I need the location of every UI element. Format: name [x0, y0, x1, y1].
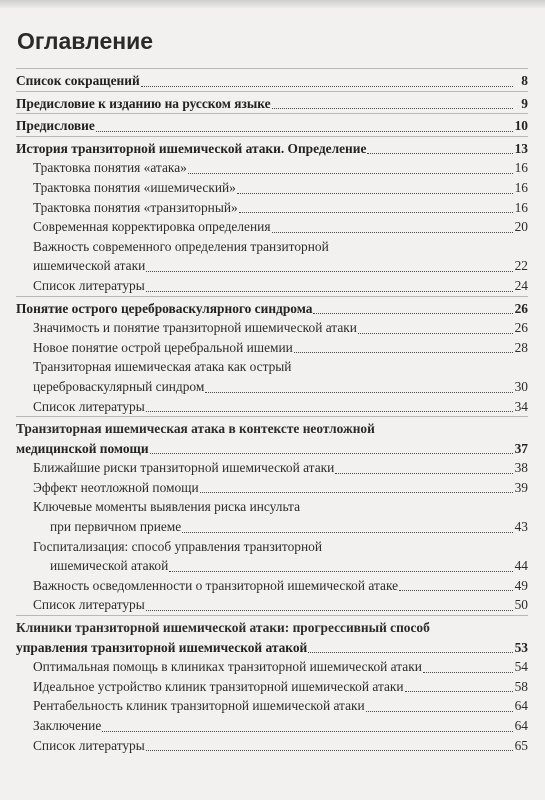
toc-entry-preface-ru[interactable]: Предисловие к изданию на русском языке 9 [16, 95, 528, 111]
toc-subentry-multiline[interactable]: Транзиторная ишемическая атака как острый цереброваскулярный синдром 30 [33, 359, 528, 394]
toc-subentry[interactable]: Эффект неотложной помощи 39 [33, 479, 528, 495]
page-title: Оглавление [17, 28, 154, 54]
toc-subentry[interactable]: Ближайшие риски транзиторной ишемической атаки 38 [33, 460, 528, 476]
toc-subentry[interactable]: Список литературы 24 [33, 277, 528, 293]
toc-subentry[interactable]: Трактовка понятия «транзиторный» 16 [33, 199, 528, 215]
toc-chapter-2 [16, 296, 528, 417]
toc-subentry-multiline[interactable]: Важность современного определения транзиторной ишемической атаки 22 [33, 238, 528, 274]
toc-subentry[interactable]: Трактовка понятия «ишемический» 16 [33, 179, 528, 195]
toc-subentry[interactable]: Рентабельность клиник транзиторной ишемической атаки 64 [33, 698, 528, 714]
toc-page [16, 28, 528, 755]
toc-entry-chapter-3[interactable]: Транзиторная ишемическая атака в контексте неотложной медицинской помощи 37 [16, 421, 528, 456]
toc-subentry[interactable]: Значимость и понятие транзиторной ишемической атаки 26 [33, 320, 528, 336]
toc-entry-chapter-4[interactable]: Клиники транзиторной ишемической атаки: прогрессивный способ управления транзиторной ишемической атакой 53 [16, 620, 528, 655]
toc-subentry[interactable]: Список литературы 65 [33, 737, 528, 753]
toc-subentry-multiline[interactable]: Госпитализация: способ управления транзиторной ишемической атакой 44 [33, 538, 528, 574]
toc-subentry[interactable]: Список литературы 50 [33, 597, 528, 613]
toc-chapter-4 [16, 615, 528, 755]
top-edge-strip [0, 0, 545, 8]
toc-subentry[interactable]: Заключение 64 [33, 718, 528, 733]
toc-subentry[interactable]: Трактовка понятия «атака» 16 [33, 160, 528, 176]
toc-entry-preface[interactable]: Предисловие 10 [16, 118, 528, 134]
toc-entry-chapter-2[interactable]: Понятие острого цереброваскулярного синдрома 26 [16, 300, 528, 316]
toc-subentry[interactable]: Современная корректировка определения 20 [33, 219, 528, 235]
toc-subentry[interactable]: Список литературы 34 [33, 398, 528, 414]
toc-entry-chapter-1[interactable]: История транзиторной ишемической атаки. Определение 13 [16, 140, 528, 156]
toc-section-abbr [16, 68, 528, 91]
toc-entry-abbr[interactable]: Список сокращений 8 [16, 73, 528, 88]
toc-chapter-3 [16, 416, 528, 615]
toc-section-preface-ru [16, 91, 528, 114]
toc-section-preface [16, 113, 528, 136]
toc-chapter-1 [16, 136, 528, 296]
toc-subentry[interactable]: Важность осведомленности о транзиторной ишемической атаке 49 [33, 577, 528, 593]
toc-subentry[interactable]: Оптимальная помощь в клиниках транзиторной ишемической атаки 54 [33, 659, 528, 675]
toc-subentry[interactable]: Новое понятие острой церебральной ишемии 28 [33, 339, 528, 355]
toc-subentry-multiline[interactable]: Ключевые моменты выявления риска инсульта при первичном приеме 43 [33, 499, 528, 535]
toc-subentry[interactable]: Идеальное устройство клиник транзиторной ишемической атаки 58 [33, 678, 528, 694]
